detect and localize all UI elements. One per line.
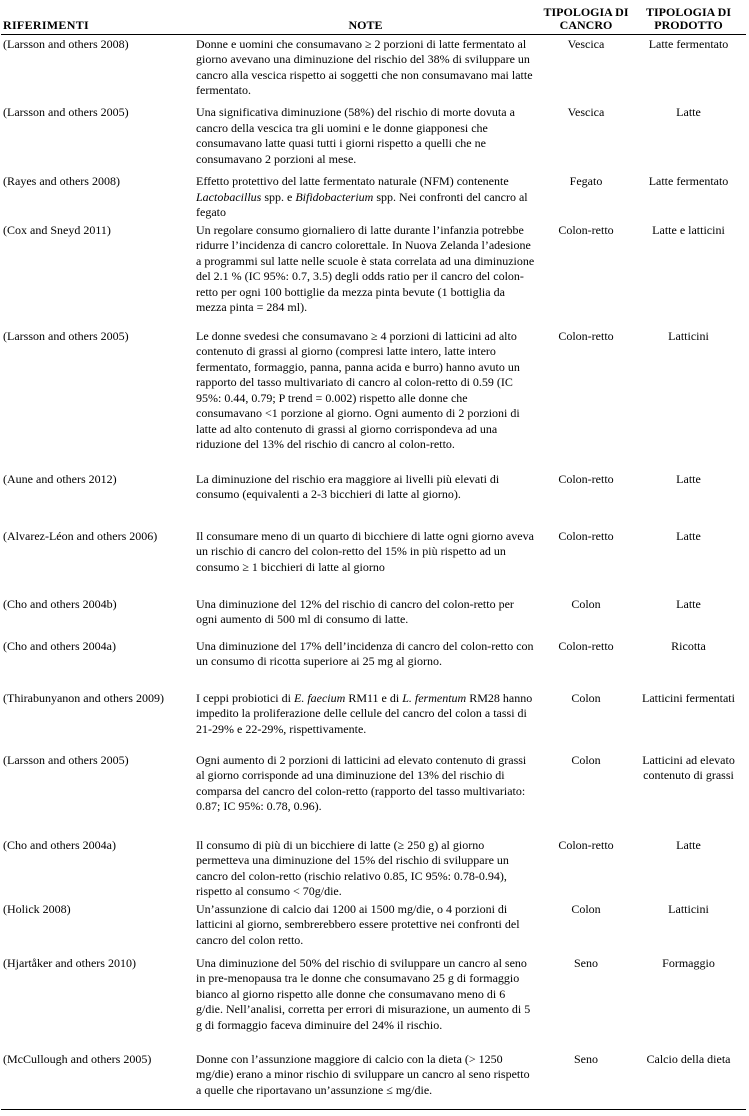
cell-riferimento: (Cho and others 2004b) (3, 596, 117, 611)
table-row (1, 637, 746, 689)
cell-note: Un regolare consumo giornaliero di latte durante l’infanzia potrebbe ridurre l’incidenza di cancro colorettale. In Nuova Zelanda l’adesione a programmi sul latte nelle scuole è stata correlata ad una diminuzione del 2.1 % (IC 95%: 0.7, 3.5) degli odds ratio per il cancro del colon-retto per ogni 100 bottiglie da mezza pinta bevute (1 bottiglia da mezza pinta = 284 ml). (196, 222, 535, 314)
cell-riferimento: (McCullough and others 2005) (1, 1050, 190, 1110)
table-row (1, 900, 746, 954)
table-row (1, 470, 746, 527)
cell-riferimento: (Larsson and others 2005) (3, 752, 129, 767)
cell-riferimento: (Aune and others 2012) (3, 471, 117, 486)
cell-note: Donne con l’assunzione maggiore di calcio con la dieta (> 1250 mg/die) erano a minor rischio di sviluppare un cancro al seno rispetto a quelle che riportavano un’assunzione ≤ mg/die. (190, 1050, 541, 1110)
cell-riferimento: (Rayes and others 2008) (3, 174, 120, 188)
header-row (1, 0, 746, 34)
cell-tipologia-cancro: Colon-retto (558, 328, 614, 343)
cell-note: Il consumare meno di un quarto di bicchiere di latte ogni giorno aveva un rischio di cancro del colon-retto del 15% in più rispetto ad un consumo ≥ 1 bicchieri di latte al giorno (196, 528, 534, 574)
note-text: RM28 hanno impedito la proliferazione delle cellule del cancro del colon a tassi di 21-29% e 22-29%, rispettivamente. (196, 690, 533, 736)
table-row (1, 954, 746, 1050)
note-italic-term: Lactobacillus (196, 189, 262, 204)
cell-tipologia-prodotto: Calcio della dieta (631, 1050, 746, 1110)
cell-note: Ogni aumento di 2 porzioni di latticini ad elevato contenuto di grassi al giorno corrisponde ad una diminuzione del 13% del rischio di comparsa del cancro del colon-retto (rapporto del tasso multivariato: 0.87; IC 95%: 0.78, 0.96). (196, 752, 527, 813)
cell-riferimento: (Alvarez-Léon and others 2006) (3, 528, 158, 543)
cell-note (190, 689, 541, 751)
cell-tipologia-prodotto: Formaggio (662, 955, 715, 970)
cell-tipologia-prodotto: Latticini (668, 901, 709, 916)
note-italic-term: E. faecium (293, 690, 346, 705)
note-italic-term: L. fermentum (402, 690, 467, 705)
cell-tipologia-cancro: Colon-retto (558, 471, 614, 486)
note-text: spp. Nei confronti del cancro al fegato (196, 189, 528, 219)
cell-tipologia-cancro: Colon (571, 752, 601, 767)
header-riferimenti: RIFERIMENTI (1, 0, 190, 34)
cell-riferimento: (Cho and others 2004a) (3, 837, 116, 852)
cell-tipologia-prodotto: Latte (676, 105, 701, 119)
cell-tipologia-cancro: Vescica (567, 105, 605, 119)
cell-note: Il consumo di più di un bicchiere di latte (≥ 250 g) al giorno permetteva una diminuzione del 15% del rischio di sviluppare un cancro del colon-retto (rischio relativo 0.85, IC 95%: 0.78-0.94), rispetto al consumo < 70g/die. (196, 837, 509, 898)
table-row (1, 221, 746, 327)
cell-tipologia-prodotto: Ricotta (671, 638, 706, 653)
note-text: Effetto protettivo del latte fermentato naturale (NFM) contenente (196, 174, 509, 188)
cell-note: La diminuzione del rischio era maggiore ai livelli più elevati di consumo (equivalenti a 2-3 bicchieri di latte al giorno). (196, 471, 500, 501)
cell-tipologia-prodotto: Latte (676, 528, 701, 543)
cell-tipologia-cancro: Colon-retto (558, 528, 614, 543)
table-body (1, 34, 746, 1110)
cell-note: Una diminuzione del 50% del rischio di sviluppare un cancro al seno in pre-menopausa tra le donne che consumavano 25 g di formaggio bianco al giorno rispetto alle donne che consumavano meno di 6 g/die. Nell’analisi, corretta per errori di misurazione, un aumento di 5 g di formaggio faceva diminuire del 24% il rischio. (196, 955, 531, 1032)
cell-tipologia-prodotto: Latticini ad elevato contenuto di grassi (642, 752, 735, 782)
cell-riferimento: (Larsson and others 2008) (3, 36, 129, 51)
cell-tipologia-prodotto: Latticini (668, 328, 709, 343)
cell-tipologia-cancro: Vescica (567, 36, 605, 51)
note-text: spp. e (261, 189, 296, 204)
header-tipologia-cancro: TIPOLOGIA DI CANCRO (541, 0, 631, 34)
cell-tipologia-cancro: Colon (571, 690, 601, 705)
cell-note: Una significativa diminuzione (58%) del rischio di morte dovuta a cancro della vescica tra gli uomini e le donne giapponesi che consumavano latte quasi tutti i giorni rispetto a quelli che ne consumavano 2 porzioni al mese. (196, 105, 515, 166)
cell-riferimento: (Thirabunyanon and others 2009) (3, 690, 164, 705)
cell-tipologia-cancro: Seno (541, 1050, 631, 1110)
header-note: NOTE (190, 0, 541, 34)
cell-note: Una diminuzione del 17% dell’incidenza di cancro del colon-retto con un consumo di ricotta superiore ai 25 mg al giorno. (196, 638, 534, 668)
cell-tipologia-cancro: Colon-retto (558, 837, 614, 852)
table-header (1, 0, 746, 34)
cell-note: Donne e uomini che consumavano ≥ 2 porzioni di latte fermentato al giorno avevano una diminuzione del rischio del 38% di sviluppare un cancro alla vescica rispetto ai soggetti che non consumavano mai latte fermentato. (196, 36, 533, 97)
references-table (1, 0, 746, 1110)
cell-note: Un’assunzione di calcio dai 1200 ai 1500 mg/die, o 4 porzioni di latticini al giorno, sembrerebbero essere protettive nei confronti del cancro del colon retto. (196, 901, 520, 947)
cell-tipologia-prodotto: Latte e latticini (652, 222, 725, 237)
table-row (1, 327, 746, 470)
table-row (1, 172, 746, 221)
table-row (1, 1050, 746, 1110)
cell-note (190, 172, 541, 221)
cell-note: Le donne svedesi che consumavano ≥ 4 porzioni di latticini ad alto contenuto di grassi al giorno (compresi latte intero, latte intero fermentato, formaggio, panna, panna acida e burro) hanno avuto un rapporto del tasso multivariato di cancro al colon-retto di 0.59 (IC 95%: 0.44, 0.79; P trend = 0.002) rispetto alle donne che consumavano <1 porzione al giorno. Ogni aumento di 2 porzioni di latte ad alto contenuto di grassi al giorno corrispondeva ad una riduzione del 13% del rischio di cancro al colon-retto. (196, 328, 520, 451)
cell-tipologia-prodotto: Latte (676, 837, 701, 852)
cell-tipologia-cancro: Colon (571, 901, 601, 916)
table-row (1, 34, 746, 103)
table-row (1, 836, 746, 900)
cell-tipologia-cancro: Colon-retto (558, 638, 614, 653)
note-text: RM11 e di (345, 690, 403, 705)
cell-note: Una diminuzione del 12% del rischio di cancro del colon-retto per ogni aumento di 500 ml di consumo di latte. (196, 596, 514, 626)
cell-tipologia-prodotto: Latte fermentato (648, 174, 729, 188)
cell-tipologia-cancro: Colon-retto (558, 222, 614, 237)
cell-tipologia-prodotto: Latte (676, 596, 701, 611)
table-row (1, 103, 746, 172)
table-row (1, 689, 746, 751)
table-row (1, 595, 746, 637)
note-italic-term: Bifidobacterium (295, 189, 374, 204)
table-row (1, 527, 746, 595)
cell-riferimento: (Cox and Sneyd 2011) (3, 222, 111, 237)
cell-tipologia-cancro: Colon (571, 596, 601, 611)
header-tipologia-prodotto: TIPOLOGIA DI PRODOTTO (631, 0, 746, 34)
note-text: I ceppi probiotici di (196, 690, 294, 705)
cell-riferimento: (Larsson and others 2005) (3, 328, 129, 343)
cell-riferimento: (Larsson and others 2005) (3, 105, 129, 119)
cell-tipologia-prodotto: Latte fermentato (648, 36, 729, 51)
cell-riferimento: (Hjartåker and others 2010) (3, 955, 136, 970)
cell-tipologia-cancro: Fegato (569, 174, 603, 188)
cell-tipologia-prodotto: Latticini fermentati (642, 690, 735, 705)
cell-riferimento: (Cho and others 2004a) (3, 638, 116, 653)
cell-tipologia-cancro: Seno (574, 955, 598, 970)
cell-tipologia-prodotto: Latte (676, 471, 701, 486)
table-row (1, 751, 746, 836)
cell-riferimento: (Holick 2008) (3, 901, 71, 916)
